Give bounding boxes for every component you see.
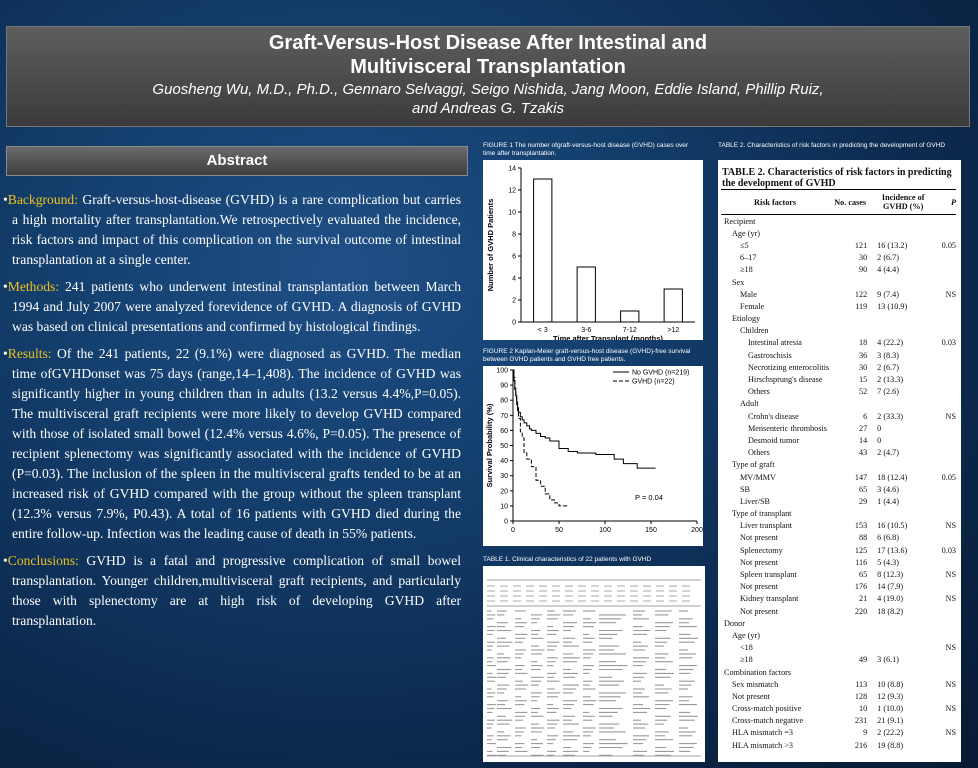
table-row [721, 325, 956, 337]
row-p-value: 0.05 [941, 240, 956, 250]
x-tick-label: 200 [691, 527, 703, 534]
row-incidence: 0 [877, 435, 882, 445]
abstract-methods: •Methods: 241 patients who underwent intestinal transplantation between March 1994 and July 2007 were analyzed forevidence of GVHD. A diagnosis of GVHD was based on clinical presentations and confirmed by histological findings. [3, 279, 461, 334]
table-row [721, 215, 956, 228]
row-incidence: 1 (10.0) [877, 704, 904, 714]
row-p-value [935, 605, 956, 617]
table-row [721, 313, 956, 325]
table-row [721, 544, 956, 556]
row-cases [829, 398, 871, 410]
row-incidence [871, 629, 935, 641]
row-cases: 216 [854, 740, 868, 750]
row-p-value [935, 483, 956, 495]
row-p-value [935, 508, 956, 520]
x-axis-label: Time after Transplant (months) [553, 334, 663, 340]
table-row [721, 252, 956, 264]
figure1-bar-chart [483, 160, 703, 340]
table-row [721, 422, 956, 434]
row-label: Others [748, 387, 770, 397]
row-label: Combination factors [724, 667, 792, 677]
row-cases: 9 [863, 728, 868, 738]
bar [621, 311, 639, 322]
row-label: Not present [732, 691, 770, 701]
row-label: Gastroschisis [748, 350, 792, 360]
y-tick-label: 100 [496, 367, 508, 375]
row-p-value [935, 629, 956, 641]
row-cases: 220 [854, 606, 868, 616]
row-cases [829, 227, 871, 239]
row-p-value: NS [945, 570, 956, 580]
row-incidence [871, 666, 935, 678]
section-label: Results: [7, 346, 52, 361]
y-tick-label: 2 [512, 297, 516, 305]
table-row [721, 568, 956, 580]
row-incidence: 16 (13.2) [877, 240, 908, 250]
row-label: Kidney transplant [740, 594, 799, 604]
row-cases: 10 [858, 704, 868, 714]
row-cases: 65 [858, 570, 868, 580]
authors-line-2: and Andreas G. Tzakis [411, 100, 564, 117]
row-cases [829, 459, 871, 471]
author-list [7, 80, 969, 118]
table1-caption: TABLE 1. Clinical characteristics of 22 patients with GVHD [483, 556, 652, 563]
table-row [721, 715, 956, 727]
table-row [721, 434, 956, 446]
y-tick-label: 40 [500, 458, 508, 466]
table-row [721, 520, 956, 532]
table1-thumbnail-graphic [483, 566, 705, 762]
row-cases: 27 [858, 423, 868, 433]
row-incidence: 4 (22.2) [877, 338, 904, 348]
x-tick-label: 50 [555, 527, 563, 534]
row-p-value: NS [945, 704, 956, 714]
row-p-value [935, 252, 956, 264]
y-tick-label: 50 [500, 443, 508, 450]
row-cases: 119 [855, 301, 868, 311]
row-p-value [935, 617, 956, 629]
x-tick-label: 100 [599, 527, 611, 534]
row-p-value [935, 300, 956, 312]
row-p-value: NS [945, 679, 956, 689]
table2 [721, 189, 956, 751]
bar [534, 179, 552, 322]
row-incidence: 19 (8.8) [877, 740, 904, 750]
row-cases: 128 [854, 691, 868, 701]
row-incidence: 7 (2.6) [877, 387, 899, 397]
row-label: Sex [732, 277, 745, 287]
row-label: Not present [740, 582, 778, 592]
table-row [721, 471, 956, 483]
row-incidence: 4 (4.4) [877, 265, 899, 275]
y-tick-label: 20 [500, 488, 508, 496]
row-label: Female [740, 301, 765, 311]
x-tick-label: < 3 [537, 327, 548, 334]
row-cases [829, 666, 871, 678]
row-cases: 36 [858, 350, 868, 360]
y-tick-label: 0 [512, 319, 516, 327]
table-row [721, 532, 956, 544]
table1-thumbnail [483, 566, 705, 762]
row-p-value: NS [945, 728, 956, 738]
row-incidence: 0 [877, 423, 882, 433]
section-text: Of the 241 patients, 22 (9.1%) were diagnosed as GVHD. The median time ofGVHDonset was 75 days (range,14–1,408). The incidence of GVHD was significantly higher in young children than in adults (13.2 versus 4.4%,P=0.05). The multivisceral graft recipients were more likely to develop GVHD compared with those of isolated small bowel (12.4% versus 4.6%, P=0.05). The presence of recipient splenectomy was significantly associated with the incidence of GVHD (P=0.03). The inclusion of the spleen in the multivisceral grafts tended to be at an increased risk of GVHD compared with the group without the spleen transplant (12.3% versus 7.9%, P0.43). A total of 16 patients with GVHD died during the entire follow-up. Infection was the leading cause of death in 55% patients. [12, 346, 461, 541]
table-row [721, 556, 956, 568]
row-incidence [871, 215, 935, 228]
row-cases: 116 [855, 557, 868, 567]
table-row [721, 727, 956, 739]
series-line [513, 370, 568, 506]
row-p-value [935, 386, 956, 398]
row-label: Liver transplant [740, 521, 793, 531]
bar [577, 267, 595, 322]
row-cases: 176 [854, 582, 868, 592]
x-tick-label: 150 [645, 527, 657, 534]
row-incidence: 12 (9.3) [877, 691, 904, 701]
row-label: Necrotizing enterocolitis [748, 362, 830, 372]
row-label: 6–17 [740, 253, 757, 263]
row-incidence: 3 (4.6) [877, 484, 899, 494]
row-label: Hirschsprung's disease [748, 375, 823, 385]
x-tick-label: 0 [511, 527, 515, 534]
row-incidence: 6 (6.8) [877, 533, 899, 543]
row-p-value [935, 361, 956, 373]
row-incidence: 1 (4.4) [877, 496, 899, 506]
row-label: Desmoid tumor [748, 435, 800, 445]
row-cases: 122 [854, 289, 868, 299]
row-incidence: 14 (7.9) [877, 582, 904, 592]
authors-line-1: Guosheng Wu, M.D., Ph.D., Gennaro Selvaggi, Seigo Nishida, Jang Moon, Eddie Island, Phillip Ruiz, [152, 81, 824, 98]
row-incidence: 18 (8.2) [877, 606, 904, 616]
poster-title [7, 31, 969, 79]
table-row [721, 654, 956, 666]
legend-entry: GVHD (n=22) [632, 378, 675, 386]
row-cases: 90 [858, 265, 868, 275]
title-line-1: Graft-Versus-Host Disease After Intestinal and [268, 32, 708, 54]
row-p-value [935, 459, 956, 471]
table-header-row [721, 190, 956, 215]
table-row [721, 459, 956, 471]
y-axis-label: Survival Probability (%) [485, 403, 494, 488]
row-incidence [871, 642, 935, 654]
row-p-value [935, 313, 956, 325]
row-label: Recipient [724, 216, 756, 226]
table-row [721, 483, 956, 495]
section-label: Methods: [7, 279, 60, 294]
row-p-value [935, 276, 956, 288]
row-p-value: NS [945, 643, 956, 653]
y-tick-label: 12 [508, 187, 516, 195]
table-row [721, 581, 956, 593]
table-row [721, 264, 956, 276]
figure2-km-chart [483, 366, 703, 546]
row-label: <18 [740, 643, 753, 653]
y-tick-label: 6 [512, 253, 516, 261]
row-incidence [871, 276, 935, 288]
row-incidence: 3 (8.3) [877, 350, 899, 360]
row-incidence: 16 (10.5) [877, 521, 908, 531]
row-cases: 113 [855, 679, 868, 689]
row-cases: 65 [858, 484, 868, 494]
row-p-value [935, 739, 956, 751]
table-row [721, 373, 956, 385]
row-cases [829, 629, 871, 641]
y-tick-label: 8 [512, 231, 516, 239]
y-tick-label: 14 [508, 165, 516, 173]
table-row [721, 666, 956, 678]
row-label: ≤5 [740, 240, 749, 250]
figure1-caption: FIGURE 1 The number ofgraft-versus-host disease (GVHD) cases over time after transplantation. [483, 142, 689, 157]
row-label: Sex mismatch [732, 679, 779, 689]
row-cases: 21 [858, 594, 868, 604]
row-label: Cross-match positive [732, 704, 802, 714]
row-label: Donor [724, 618, 745, 628]
row-label: HLA mismatch =3 [732, 728, 794, 738]
abstract-background: •Background: Graft-versus-host-disease (GVHD) is a rare complication but carries a high mortality after transplantation.We retrospectively evaluated the incidence, risk factors and impact of this complication on the survival outcome of intestinal transplantation at a single center. [3, 192, 461, 267]
row-label: Male [740, 289, 757, 299]
row-incidence: 2 (6.7) [877, 253, 899, 263]
table-row [721, 690, 956, 702]
row-cases: 14 [858, 435, 868, 445]
title-line-2: Multivisceral Transplantation [350, 56, 626, 78]
row-cases: 121 [854, 240, 868, 250]
row-cases [829, 508, 871, 520]
row-label: SB [740, 484, 751, 494]
table2-title: TABLE 2. Characteristics of risk factors in predicting the development of GVHD [722, 167, 952, 189]
row-label: Cross-match negative [732, 716, 804, 726]
row-label: ≥18 [740, 655, 753, 665]
row-p-value [935, 581, 956, 593]
row-p-value [935, 227, 956, 239]
row-label: Mensenteric thrombosis [748, 423, 827, 433]
table-row [721, 276, 956, 288]
row-cases [829, 642, 871, 654]
row-p-value [935, 556, 956, 568]
row-label: Adult [740, 399, 759, 409]
row-incidence: 9 (7.4) [877, 289, 899, 299]
table2-body [721, 215, 956, 752]
row-incidence [871, 617, 935, 629]
row-cases [829, 313, 871, 325]
y-tick-label: 30 [500, 473, 508, 481]
row-p-value [935, 398, 956, 410]
row-incidence [871, 325, 935, 337]
table2-caption: TABLE 2. Characteristics of risk factors in predicting the development of GVHD [718, 142, 946, 149]
y-tick-label: 80 [500, 397, 508, 405]
table2-panel [718, 160, 961, 762]
row-p-value [935, 654, 956, 666]
table-row [721, 337, 956, 349]
row-p-value: NS [945, 411, 956, 421]
row-p-value: 0.05 [941, 472, 956, 482]
row-label: Splenectomy [740, 545, 783, 555]
row-label: Type of graft [732, 460, 775, 470]
section-text: GVHD is a fatal and progressive complication of small bowel transplantation. Younger children,multivisceral graft recipients, and particularly those with splenectomy are at high risk of developing GVHD after transplantation. [12, 553, 461, 628]
row-incidence: 17 (13.6) [877, 545, 908, 555]
row-incidence: 2 (33.3) [877, 411, 904, 421]
row-incidence: 10 (8.8) [877, 679, 904, 689]
row-incidence: 2 (4.7) [877, 448, 899, 458]
row-cases: 153 [854, 521, 868, 531]
legend-entry: No GVHD (n=219) [632, 369, 690, 377]
row-incidence [871, 459, 935, 471]
row-p-value [935, 666, 956, 678]
row-p-value [935, 715, 956, 727]
row-incidence: 5 (4.3) [877, 557, 899, 567]
y-tick-label: 4 [512, 275, 516, 283]
x-tick-label: >12 [667, 327, 680, 334]
row-incidence: 13 (10.9) [877, 301, 908, 311]
row-cases: 147 [854, 472, 868, 482]
row-label: Spleen transplant [740, 570, 797, 580]
x-tick-label: 3-6 [581, 327, 592, 334]
header-incidence: Incidence of GVHD (%) [871, 190, 935, 215]
table-row [721, 239, 956, 251]
table-row [721, 227, 956, 239]
row-p-value [935, 373, 956, 385]
table-row [721, 410, 956, 422]
row-p-value [935, 215, 956, 228]
abstract-conclusions: •Conclusions: GVHD is a fatal and progressive complication of small bowel transplantation. Younger children,multivisceral graft recipients, and particularly those with splenectomy are at high risk of developing GVHD after transplantation. [3, 553, 461, 628]
y-tick-label: 70 [500, 412, 508, 420]
row-p-value [935, 422, 956, 434]
row-incidence [871, 227, 935, 239]
row-label: Others [748, 448, 770, 458]
y-tick-label: 60 [500, 427, 508, 435]
poster-header [6, 26, 970, 127]
section-text: Graft-versus-host-disease (GVHD) is a rare complication but carries a high mortality after transplantation.We retrospectively evaluated the incidence, risk factors and impact of this complication on the survival outcome of intestinal transplantation at a single center. [12, 192, 461, 267]
row-incidence: 21 (9.1) [877, 716, 904, 726]
row-p-value [935, 434, 956, 446]
row-p-value: 0.03 [941, 545, 956, 555]
row-cases [829, 325, 871, 337]
row-cases: 43 [858, 448, 868, 458]
row-label: Type of transplant [732, 509, 792, 519]
row-p-value [935, 447, 956, 459]
section-label: Conclusions: [7, 553, 79, 568]
table-row [721, 678, 956, 690]
abstract-results: •Results: Of the 241 patients, 22 (9.1%) were diagnosed as GVHD. The median time ofGVHDonset was 75 days (range,14–1,408). The incidence of GVHD was significantly higher in young children than in adults (13.2 versus 4.4%,P=0.05). The multivisceral graft recipients were more likely to develop GVHD compared with those of isolated small bowel (12.4% versus 4.6%, P=0.05). The presence of recipient splenectomy was significantly associated with the incidence of GVHD (P=0.03). The inclusion of the spleen in the multivisceral grafts tended to be at an increased risk of GVHD compared with the group without the spleen transplant (12.3% versus 7.9%, P0.43). A total of 16 patients with GVHD died during the entire follow-up. Infection was the leading cause of death in 55% patients. [3, 346, 461, 541]
row-label: Not present [740, 606, 778, 616]
table-row [721, 593, 956, 605]
row-label: Age (yr) [732, 228, 760, 238]
table-row [721, 398, 956, 410]
table-row [721, 629, 956, 641]
figure1-panel [483, 160, 703, 340]
table-row [721, 508, 956, 520]
row-incidence: 2 (13.3) [877, 375, 904, 385]
row-cases: 15 [858, 375, 868, 385]
row-cases: 88 [858, 533, 868, 543]
row-incidence [871, 398, 935, 410]
row-p-value [935, 325, 956, 337]
row-cases: 125 [854, 545, 868, 555]
table-row [721, 349, 956, 361]
header-risk-factors: Risk factors [721, 190, 829, 215]
table-row [721, 739, 956, 751]
row-incidence: 8 (12.3) [877, 570, 904, 580]
row-label: Not present [740, 533, 778, 543]
table-row [721, 300, 956, 312]
header-p: P [935, 190, 956, 215]
figure2-panel [483, 366, 703, 546]
row-incidence [871, 508, 935, 520]
abstract-body [3, 190, 461, 638]
table-row [721, 642, 956, 654]
row-p-value [935, 349, 956, 361]
table-row [721, 288, 956, 300]
row-cases: 29 [858, 496, 868, 506]
section-label: Background: [7, 192, 78, 207]
table-row [721, 361, 956, 373]
table-row [721, 703, 956, 715]
row-cases: 6 [863, 411, 868, 421]
row-label: ≥18 [740, 265, 753, 275]
table-row [721, 617, 956, 629]
x-tick-label: 7-12 [622, 327, 637, 334]
row-cases: 18 [858, 338, 868, 348]
row-incidence: 18 (12.4) [877, 472, 908, 482]
row-cases: 30 [858, 253, 868, 263]
row-cases [829, 617, 871, 629]
row-p-value [935, 690, 956, 702]
row-incidence [871, 313, 935, 325]
row-label: Intestinal atresia [748, 338, 802, 348]
row-label: Age (yr) [732, 630, 760, 640]
row-p-value: NS [945, 594, 956, 604]
row-incidence: 4 (19.0) [877, 594, 904, 604]
row-cases: 30 [858, 362, 868, 372]
row-cases: 231 [854, 716, 868, 726]
row-label: Children [740, 326, 769, 336]
row-incidence: 3 (6.1) [877, 655, 899, 665]
abstract-heading: Abstract [6, 146, 468, 176]
row-label: Etiology [732, 314, 761, 324]
row-label: MV/MMV [740, 472, 776, 482]
table-row [721, 386, 956, 398]
row-cases [829, 276, 871, 288]
bar [664, 289, 682, 322]
row-cases [829, 215, 871, 228]
header-no-cases: No. cases [829, 190, 871, 215]
row-cases: 52 [858, 387, 868, 397]
y-tick-label: 0 [504, 518, 508, 526]
row-p-value [935, 495, 956, 507]
figure2-caption: FIGURE 2 Kaplan-Meier graft-versus-host disease (GVHD)-free survival between GVHD patients and GVHD free patients. [483, 348, 691, 363]
table-row [721, 605, 956, 617]
p-value-label: P = 0.04 [635, 493, 664, 502]
y-tick-label: 10 [500, 503, 508, 511]
section-text: 241 patients who underwent intestinal transplantation between March 1994 and July 2007 were analyzed forevidence of GVHD. A diagnosis of GVHD was based on clinical presentations and confirmed by histological findings. [12, 279, 461, 334]
row-label: Crohn's disease [748, 411, 799, 421]
row-incidence: 2 (22.2) [877, 728, 904, 738]
row-label: HLA mismatch >3 [732, 740, 794, 750]
row-p-value: NS [945, 289, 956, 299]
row-p-value [935, 264, 956, 276]
row-label: Liver/SB [740, 496, 771, 506]
row-p-value: 0.03 [941, 338, 956, 348]
y-axis-label: Number of GVHD Patients [486, 198, 495, 292]
y-tick-label: 90 [500, 382, 508, 390]
table-row [721, 495, 956, 507]
row-p-value: NS [945, 521, 956, 531]
row-incidence: 2 (6.7) [877, 362, 899, 372]
y-tick-label: 10 [508, 209, 516, 217]
row-label: Not present [740, 557, 778, 567]
table-row [721, 447, 956, 459]
row-cases: 49 [858, 655, 868, 665]
row-p-value [935, 532, 956, 544]
